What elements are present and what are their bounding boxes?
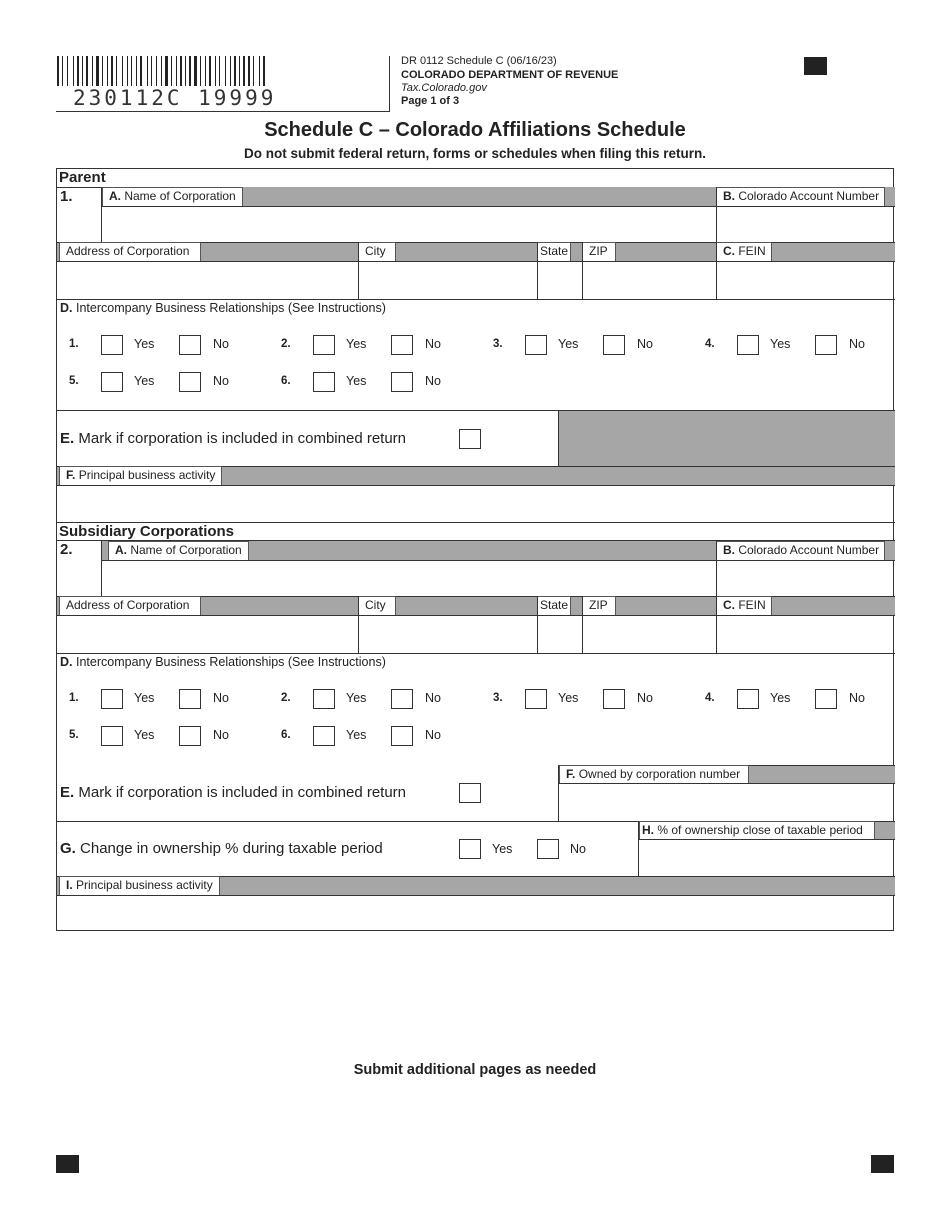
relationship-4-no-checkbox[interactable]	[815, 689, 837, 709]
footer-note: Submit additional pages as needed	[353, 1062, 597, 1078]
address-label: Address of Corporation	[59, 596, 201, 615]
city-label: City	[358, 242, 396, 261]
ownership-change-no-checkbox[interactable]	[537, 839, 559, 859]
website: Tax.Colorado.gov	[401, 82, 487, 94]
barcode-bar	[116, 56, 117, 86]
barcode-bar	[176, 56, 177, 86]
combined-return-checkbox[interactable]	[459, 429, 481, 449]
barcode-bar	[124, 56, 126, 86]
barcode-bar	[173, 56, 175, 86]
no-label: No	[849, 691, 865, 705]
barcode-bar	[217, 56, 218, 86]
relationship-6-yes-checkbox[interactable]	[313, 726, 335, 746]
yes-label: Yes	[346, 374, 367, 388]
no-label: No	[425, 374, 441, 388]
ownership-percent-label: H. % of ownership close of taxable period	[639, 821, 875, 839]
barcode-bar	[169, 56, 170, 86]
relationship-3-no-checkbox[interactable]	[603, 335, 625, 355]
ownership-change-yes-checkbox[interactable]	[459, 839, 481, 859]
barcode-bar	[102, 56, 103, 86]
yes-label: Yes	[134, 728, 155, 742]
barcode-bar	[189, 56, 191, 86]
yes-label: Yes	[134, 337, 155, 351]
page-subtitle: Do not submit federal return, forms or schedules when filing this return.	[243, 146, 707, 161]
barcode-bar	[129, 56, 130, 86]
fein-label: C. FEIN	[716, 596, 772, 615]
registration-mark	[804, 57, 827, 75]
barcode-bar	[143, 56, 146, 86]
barcode-bar	[104, 56, 106, 86]
colorado-account-number-label: B. Colorado Account Number	[716, 187, 885, 206]
row-number: 1.	[60, 188, 73, 205]
yes-label: Yes	[492, 842, 513, 856]
page-number: Page 1 of 3	[401, 95, 460, 107]
barcode-bar	[180, 56, 182, 86]
barcode-bar	[225, 56, 226, 86]
relationship-1-no-checkbox[interactable]	[179, 335, 201, 355]
ownership-change-label: G. Change in ownership % during taxable period	[60, 840, 383, 857]
barcode-bar	[230, 56, 231, 86]
no-label: No	[637, 691, 653, 705]
barcode-bar	[251, 56, 252, 86]
barcode-bar	[198, 56, 199, 86]
subsidiary-city-input[interactable]	[359, 616, 536, 652]
barcode-bar	[133, 56, 135, 86]
barcode-bar	[107, 56, 108, 86]
combined-return-checkbox[interactable]	[459, 783, 481, 803]
intercompany-relationships-label: D. Intercompany Business Relationships (See Instructions)	[60, 301, 386, 315]
barcode-bar	[136, 56, 137, 86]
relationship-5-yes-checkbox[interactable]	[101, 726, 123, 746]
no-label: No	[213, 337, 229, 351]
barcode-bar	[205, 56, 206, 86]
combined-return-label: E. Mark if corporation is included in combined return	[60, 784, 407, 801]
barcode-bar	[209, 56, 211, 86]
barcode-bar	[62, 56, 63, 86]
yes-label: Yes	[770, 337, 791, 351]
yes-label: Yes	[770, 691, 791, 705]
intercompany-relationships-label: D. Intercompany Business Relationships (See Instructions)	[60, 655, 386, 669]
relationship-number: 4.	[705, 338, 715, 350]
relationship-number: 5.	[69, 375, 79, 387]
barcode-bar	[109, 56, 110, 86]
barcode-bar	[234, 56, 236, 86]
barcode-bar	[161, 56, 162, 86]
relationship-1-yes-checkbox[interactable]	[101, 689, 123, 709]
owned-by-corporation-label: F. Owned by corporation number	[559, 765, 749, 783]
registration-mark	[56, 1155, 79, 1173]
barcode-bar	[261, 56, 262, 86]
page-title: Schedule C – Colorado Affiliations Schedule	[264, 119, 686, 141]
parent-name-input[interactable]	[103, 207, 715, 242]
barcode-bar	[77, 56, 79, 86]
barcode-bar	[232, 56, 233, 86]
barcode-bar	[187, 56, 188, 86]
barcode-bar	[86, 56, 88, 86]
barcode-bar	[255, 56, 258, 86]
no-label: No	[213, 728, 229, 742]
barcode-bar	[156, 56, 157, 86]
barcode-bar	[185, 56, 186, 86]
barcode-bar	[200, 56, 201, 86]
zip-label: ZIP	[582, 596, 616, 615]
relationship-number: 3.	[493, 692, 503, 704]
subsidiary-fein-input[interactable]	[717, 616, 894, 652]
parent-state-input[interactable]	[538, 262, 581, 298]
barcode-bar	[100, 56, 101, 86]
parent-address-input[interactable]	[58, 262, 357, 298]
relationship-6-no-checkbox[interactable]	[391, 726, 413, 746]
schedule-form	[56, 168, 894, 931]
relationship-number: 1.	[69, 338, 79, 350]
principal-business-activity-label: F. Principal business activity	[59, 466, 222, 485]
parent-business-activity-input[interactable]	[58, 486, 894, 522]
barcode-bar	[171, 56, 172, 86]
header-rule	[56, 111, 389, 112]
subsidiary-zip-input[interactable]	[583, 616, 715, 652]
row-number: 2.	[60, 541, 73, 558]
form-id: DR 0112 Schedule C (06/16/23)	[401, 55, 557, 67]
barcode-bar	[138, 56, 139, 86]
state-label: State	[537, 596, 571, 615]
owned-by-corporation-input[interactable]	[560, 784, 894, 820]
barcode-bar	[80, 56, 81, 86]
barcode-bar	[153, 56, 155, 86]
header-divider	[389, 56, 390, 112]
yes-label: Yes	[134, 374, 155, 388]
relationship-2-no-checkbox[interactable]	[391, 689, 413, 709]
yes-label: Yes	[346, 691, 367, 705]
no-label: No	[213, 374, 229, 388]
barcode-bar	[92, 56, 93, 86]
barcode-bar	[202, 56, 204, 86]
barcode-bar	[118, 56, 121, 86]
barcode-bar	[253, 56, 254, 86]
address-label: Address of Corporation	[59, 242, 201, 261]
barcode-bar	[151, 56, 152, 86]
section-parent: Parent	[59, 169, 106, 186]
barcode-bar	[96, 56, 99, 86]
no-label: No	[425, 691, 441, 705]
barcode-bar	[82, 56, 83, 86]
relationship-number: 4.	[705, 692, 715, 704]
barcode-bar	[131, 56, 132, 86]
barcode-bar	[194, 56, 197, 86]
barcode-bar	[266, 56, 267, 86]
barcode-bar	[114, 56, 115, 86]
principal-business-activity-label: I. Principal business activity	[59, 876, 220, 895]
section-subsidiary: Subsidiary Corporations	[59, 523, 235, 540]
relationship-4-yes-checkbox[interactable]	[737, 335, 759, 355]
barcode-bar	[239, 56, 240, 86]
barcode-number: 230112C 19999	[73, 86, 277, 110]
barcode-bar	[147, 56, 148, 86]
no-label: No	[425, 728, 441, 742]
relationship-number: 2.	[281, 338, 291, 350]
barcode-bar	[248, 56, 250, 86]
barcode-bar	[89, 56, 91, 86]
barcode	[57, 56, 309, 86]
barcode-bar	[221, 56, 224, 86]
barcode-bar	[140, 56, 142, 86]
subsidiary-state-input[interactable]	[538, 616, 581, 652]
relationship-5-no-checkbox[interactable]	[179, 372, 201, 392]
no-label: No	[637, 337, 653, 351]
relationship-number: 2.	[281, 692, 291, 704]
yes-label: Yes	[134, 691, 155, 705]
barcode-bar	[122, 56, 123, 86]
barcode-bar	[73, 56, 74, 86]
relationship-5-yes-checkbox[interactable]	[101, 372, 123, 392]
relationship-6-yes-checkbox[interactable]	[313, 372, 335, 392]
city-label: City	[358, 596, 396, 615]
relationship-1-no-checkbox[interactable]	[179, 689, 201, 709]
barcode-bar	[111, 56, 113, 86]
relationship-3-yes-checkbox[interactable]	[525, 335, 547, 355]
barcode-bar	[84, 56, 85, 86]
no-label: No	[213, 691, 229, 705]
combined-return-label: E. Mark if corporation is included in combined return	[60, 430, 407, 447]
relationship-number: 3.	[493, 338, 503, 350]
subsidiary-address-input[interactable]	[58, 616, 357, 652]
barcode-bar	[237, 56, 238, 86]
barcode-bar	[127, 56, 128, 86]
barcode-bar	[219, 56, 220, 86]
yes-label: Yes	[346, 728, 367, 742]
relationship-4-yes-checkbox[interactable]	[737, 689, 759, 709]
parent-city-input[interactable]	[359, 262, 536, 298]
barcode-bar	[69, 56, 72, 86]
yes-label: Yes	[346, 337, 367, 351]
no-label: No	[570, 842, 586, 856]
relationship-2-yes-checkbox[interactable]	[313, 335, 335, 355]
state-label: State	[537, 242, 571, 261]
barcode-bar	[241, 56, 242, 86]
department-name: COLORADO DEPARTMENT OF REVENUE	[401, 69, 619, 81]
relationship-4-no-checkbox[interactable]	[815, 335, 837, 355]
barcode-bar	[57, 56, 59, 86]
subsidiary-name-input[interactable]	[103, 561, 715, 596]
relationship-3-yes-checkbox[interactable]	[525, 689, 547, 709]
barcode-bar	[158, 56, 160, 86]
relationship-5-no-checkbox[interactable]	[179, 726, 201, 746]
ownership-percent-input[interactable]	[640, 840, 894, 875]
relationship-number: 5.	[69, 729, 79, 741]
barcode-bar	[94, 56, 95, 86]
yes-label: Yes	[558, 691, 579, 705]
relationship-3-no-checkbox[interactable]	[603, 689, 625, 709]
fein-label: C. FEIN	[716, 242, 772, 261]
zip-label: ZIP	[582, 242, 616, 261]
no-label: No	[849, 337, 865, 351]
parent-fein-input[interactable]	[717, 262, 894, 298]
barcode-bar	[67, 56, 68, 86]
relationship-2-yes-checkbox[interactable]	[313, 689, 335, 709]
barcode-bar	[64, 56, 66, 86]
barcode-bar	[183, 56, 184, 86]
barcode-bar	[163, 56, 164, 86]
registration-mark	[871, 1155, 894, 1173]
parent-account-number-input[interactable]	[717, 207, 894, 242]
relationship-2-no-checkbox[interactable]	[391, 335, 413, 355]
barcode-bar	[207, 56, 208, 86]
no-label: No	[425, 337, 441, 351]
relationship-6-no-checkbox[interactable]	[391, 372, 413, 392]
barcode-bar	[165, 56, 168, 86]
barcode-bar	[263, 56, 265, 86]
barcode-bar	[75, 56, 76, 86]
name-of-corporation-label: A. Name of Corporation	[108, 541, 249, 560]
colorado-account-number-label: B. Colorado Account Number	[716, 541, 885, 560]
subsidiary-account-number-input[interactable]	[717, 561, 894, 596]
barcode-bar	[60, 56, 61, 86]
barcode-bar	[227, 56, 229, 86]
relationship-1-yes-checkbox[interactable]	[101, 335, 123, 355]
relationship-number: 6.	[281, 375, 291, 387]
relationship-number: 1.	[69, 692, 79, 704]
barcode-bar	[178, 56, 179, 86]
barcode-bar	[215, 56, 216, 86]
relationship-number: 6.	[281, 729, 291, 741]
barcode-bar	[212, 56, 214, 86]
barcode-bar	[192, 56, 193, 86]
parent-zip-input[interactable]	[583, 262, 715, 298]
barcode-bar	[259, 56, 260, 86]
name-of-corporation-label: A. Name of Corporation	[102, 187, 243, 206]
yes-label: Yes	[558, 337, 579, 351]
barcode-bar	[243, 56, 245, 86]
subsidiary-business-activity-input[interactable]	[58, 896, 894, 930]
barcode-bar	[246, 56, 247, 86]
barcode-bar	[149, 56, 150, 86]
